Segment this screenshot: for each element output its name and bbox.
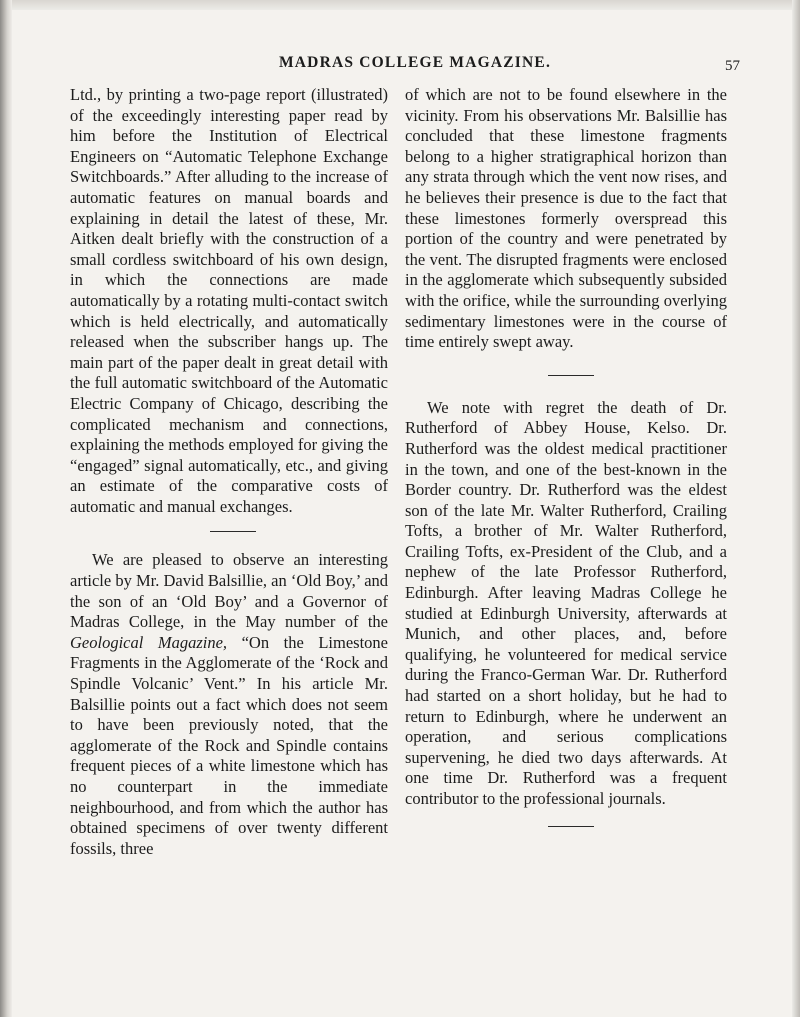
- right-column: [405, 85, 727, 845]
- paragraph-rutherford-obituary: We note with regret the death of Dr. Rutherford of Abbey House, Kelso. Dr. Rutherford was the oldest medical practitioner in the town, and one of the best-known in the Border country. Dr. Rutherford was the eldest son of the late Mr. Walter Rutherford, Crailing Tofts, a brother of Mr. Walter Rutherford, Crailing Tofts, ex-President of the Club, and a nephew of the late Professor Rutherford, Edinburgh. After leaving Madras College he studied at Edinburgh University, afterwards at Munich, and other places, and, before qualifying, he volunteered for medical service during the Franco-German War. Dr. Rutherford had started on a short holiday, but he had to return to Edinburgh, where he underwent an operation, and serious complications supervening, he died two days afterwards. At one time Dr. Rutherford was a frequent contributor to the professional journals.: [405, 397, 727, 808]
- paragraph-aitken-report: Ltd., by printing a two-page report (illustrated) of the exceedingly interesting paper read by him before the Institution of Electrical Engineers on “Automatic Telephone Exchange Switchboards.” After alluding to the increase of automatic features on manual boards and explaining in detail the latest of these, Mr. Aitken dealt briefly with the construction of a small cordless switchboard of his own design, in which the connections are made automatically by a rotating multi-contact switch which is held electrically, and automatically released when the subscriber hangs up. The main part of the paper dealt in great detail with the full automatic switchboard of the Automatic Electric Company of Chicago, describing the complicated mechanism and connections, explaining the methods employed for giving the “engaged” signal automatically, etc., and giving an estimate of the comparative costs of automatic and manual exchanges.: [70, 85, 388, 516]
- scan-edge-right: [792, 0, 800, 1017]
- running-head: MADRAS COLLEGE MAGAZINE.: [278, 54, 552, 71]
- section-divider: [548, 375, 594, 376]
- paragraph-balsillie-continued: of which are not to be found elsewhere in the vicinity. From his observations Mr. Balsillie has concluded that these limestone fragments belong to a higher stratigraphical horizon than any strata through which the vent now rises, and he believes their presence is due to the fact that these limestones formerly overspread this portion of the country and were penetrated by the vent. The disrupted fragments were enclosed in the agglomerate which subsequently subsided with the orifice, while the surrounding overlying sedimentary limestones were in the course of time entirely swept away.: [405, 85, 727, 352]
- paragraph-text: We are pleased to observe an interesting article by Mr. David Balsillie, an ‘Old Boy,’ and the son of an ‘Old Boy’ and a Governor of Madras College, in the May number of the: [70, 550, 389, 632]
- section-divider: [210, 531, 256, 532]
- left-column: [70, 85, 388, 859]
- page-number: 57: [725, 58, 740, 74]
- section-divider: [548, 826, 594, 827]
- journal-title: Geological Magazine,: [70, 632, 228, 652]
- paragraph-text: “On the Limestone Fragments in the Agglomerate of the ‘Rock and Spindle Volcanic’ Vent.” In his article Mr. Balsillie points out a fact which does not seem to have been previously noted, that the agglomerate of the Rock and Spindle contains frequent pieces of a white limestone which has no counterpart in the immediate neighbourhood, and from which the author has obtained specimens of over twenty different fossils, three: [70, 632, 388, 858]
- scan-edge-top: [0, 0, 800, 10]
- paragraph-balsillie-article: [70, 550, 388, 859]
- binding-shadow: [0, 0, 12, 1017]
